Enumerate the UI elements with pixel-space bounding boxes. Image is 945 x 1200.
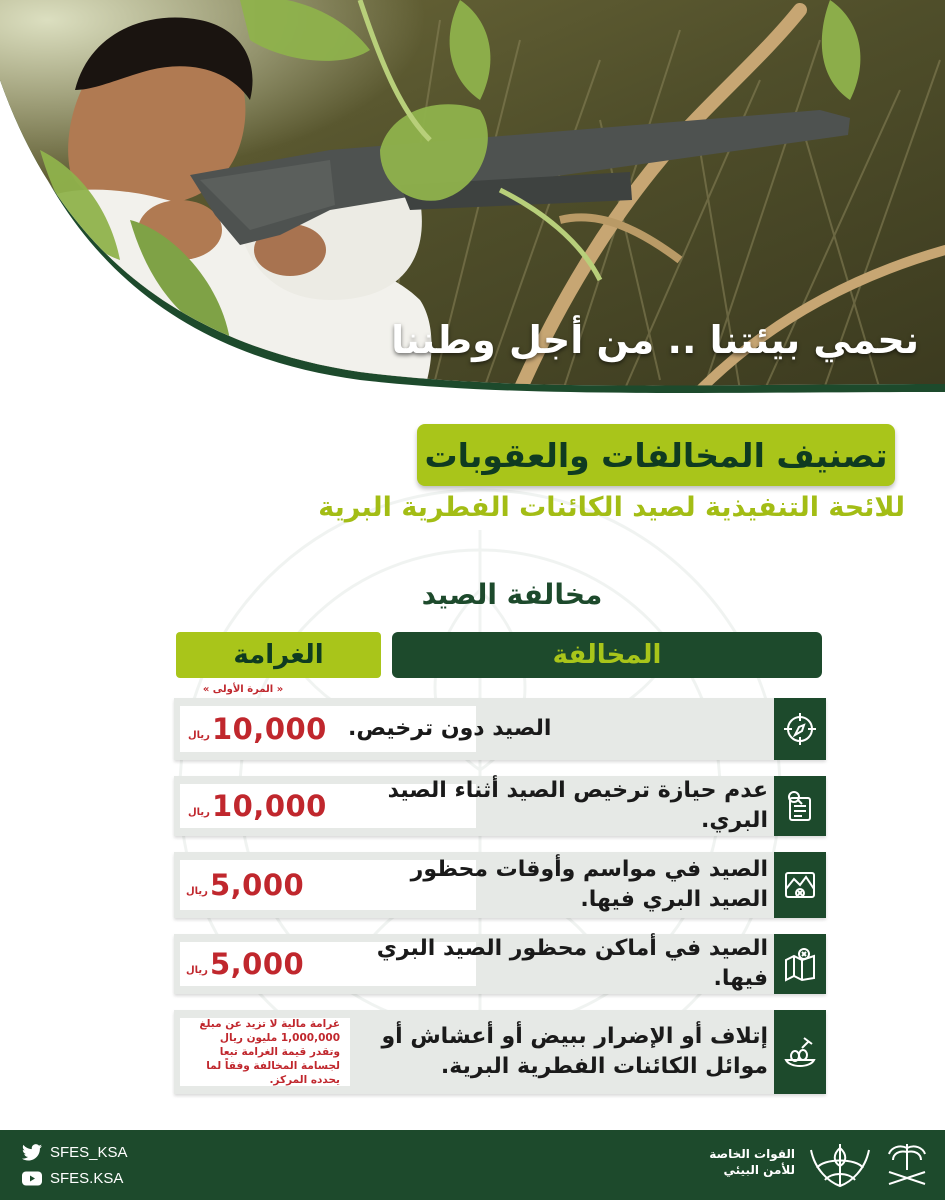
fine-amount: 5,000	[209, 947, 305, 981]
license-document-icon	[774, 776, 826, 836]
nest-eggs-icon	[774, 1010, 826, 1094]
header-fine-label: الغرامة	[233, 640, 324, 670]
table-row	[174, 852, 826, 918]
fine-currency: ريال	[188, 806, 210, 818]
violation-text: إتلاف أو الإضرار ببيض أو أعشاش أو موائل الكائنات الفطرية البرية.	[381, 1024, 768, 1079]
header-violation-label: المخالفة	[552, 640, 662, 670]
table-row	[174, 1010, 826, 1094]
hero-banner	[0, 0, 945, 400]
violation-text: الصيد في مواسم وأوقات محظور الصيد البري فيها.	[410, 857, 768, 912]
fine-amount: 5,000	[209, 868, 305, 902]
youtube-link[interactable]	[22, 1169, 123, 1187]
main-title: تصنيف المخالفات والعقوبات	[424, 435, 888, 475]
org-name	[709, 1146, 795, 1178]
violation-text: الصيد دون ترخيص.	[348, 716, 552, 741]
violation-text: الصيد في أماكن محظور الصيد البري فيها.	[376, 936, 768, 991]
table-row	[174, 776, 826, 836]
org-name-line1: القوات الخاصة	[709, 1147, 795, 1161]
youtube-icon	[22, 1169, 42, 1187]
twitter-icon	[22, 1143, 42, 1161]
footer-bar	[0, 1130, 945, 1200]
fine-note: غرامة مالية لا تزيد عن مبلغ 1,000,000 مليون ريال وتقدر قيمة الغرامة تبعا لجسامة المخالفة وفقاً لما يحدده المركز.	[199, 1018, 340, 1086]
special-forces-emblem-icon	[805, 1140, 875, 1190]
fine-currency: ريال	[186, 964, 208, 976]
table-row	[174, 698, 826, 760]
twitter-handle: SFES_KSA	[50, 1143, 128, 1161]
section-title: مخالفة الصيد	[421, 578, 603, 611]
fine-currency: ريال	[186, 885, 208, 897]
subtitle: للائحة التنفيذية لصيد الكائنات الفطرية البرية	[318, 492, 905, 523]
org-name-line2: للأمن البيئي	[723, 1163, 795, 1177]
header-violation	[392, 632, 822, 678]
fine-currency: ريال	[188, 729, 210, 741]
header-fine	[176, 632, 381, 678]
violation-text: عدم حيازة ترخيص الصيد أثناء الصيد البري.	[387, 778, 768, 833]
main-title-box	[417, 424, 895, 486]
saudi-palm-emblem-icon	[881, 1140, 933, 1190]
fine-amount: 10,000	[211, 712, 327, 746]
first-time-note: « المرة الأولى »	[202, 684, 284, 695]
season-calendar-icon	[774, 852, 826, 918]
hero-slogan: نحمي بيئتنا .. من أجل وطننا	[391, 318, 919, 362]
table-row	[174, 934, 826, 994]
map-location-icon	[774, 934, 826, 994]
crosshair-hunter-icon	[774, 698, 826, 760]
youtube-handle: SFES.KSA	[50, 1169, 124, 1187]
fine-amount: 10,000	[211, 789, 327, 823]
twitter-link[interactable]	[22, 1143, 128, 1161]
fine-cell	[180, 1018, 350, 1086]
